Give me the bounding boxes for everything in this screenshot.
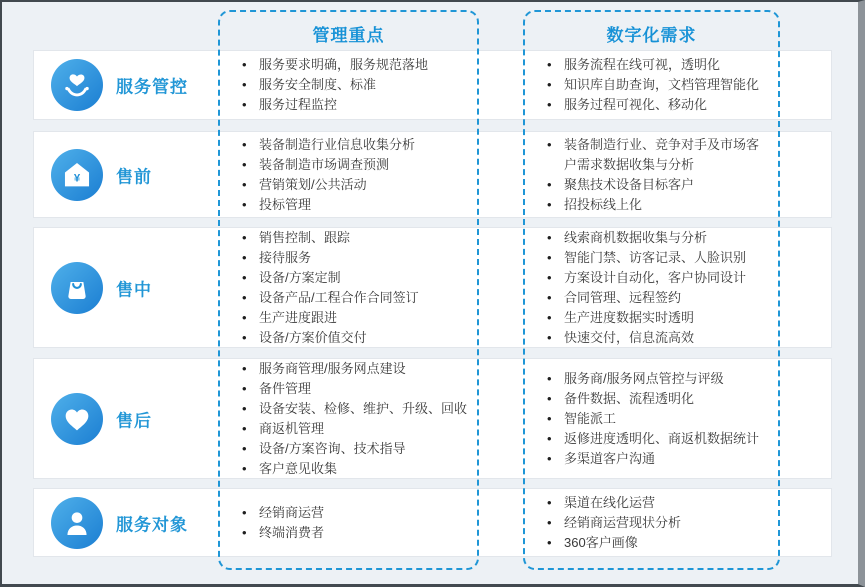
row-card-after-sales — [33, 358, 832, 479]
row-label: 服务对象 — [116, 515, 188, 534]
row-label: 服务管控 — [116, 77, 188, 97]
bullet-item: • 服务要求明确，服务规范落地 — [238, 55, 476, 75]
management-list — [238, 359, 476, 479]
management-list — [238, 135, 476, 215]
row-card-service-targets — [33, 488, 832, 557]
bullet-item: • 渠道在线化运营 — [543, 493, 767, 513]
bullet-item: • 设备/方案价值交付 — [238, 328, 476, 348]
row-label: 售前 — [116, 167, 152, 186]
bullet-item: • 招投标线上化 — [543, 195, 767, 215]
bullet-item: • 服务安全制度、标准 — [238, 75, 476, 95]
bullet-item: • 知识库自助查询，文档管理智能化 — [543, 75, 767, 95]
bullet-item: • 服务过程可视化、移动化 — [543, 95, 767, 115]
bullet-item: • 生产进度跟进 — [238, 308, 476, 328]
bullet-item: • 设备/方案咨询、技术指导 — [238, 439, 476, 459]
row-card-in-sales — [33, 227, 832, 348]
bullet-item: • 服务过程监控 — [238, 95, 476, 115]
bullet-item: • 接待服务 — [238, 248, 476, 268]
bullet-item: • 装备制造行业、竞争对手及市场客户需求数据收集与分析 — [543, 135, 767, 175]
house-yen-icon — [51, 149, 103, 201]
bullet-item: • 合同管理、远程签约 — [543, 288, 767, 308]
bullet-item: • 设备安装、检修、维护、升级、回收 — [238, 399, 476, 419]
bullet-item: • 智能派工 — [543, 409, 767, 429]
bullet-item: • 装备制造行业信息收集分析 — [238, 135, 476, 155]
bullet-item: • 生产进度数据实时透明 — [543, 308, 767, 328]
bullet-item: • 设备产品/工程合作合同签订 — [238, 288, 476, 308]
person-icon — [51, 497, 103, 549]
management-list — [238, 503, 476, 543]
row-label: 售后 — [116, 411, 152, 430]
bullet-item: • 销售控制、跟踪 — [238, 228, 476, 248]
bullet-item: • 服务商管理/服务网点建设 — [238, 359, 476, 379]
management-focus-header: 管理重点 — [312, 26, 385, 45]
bullet-item: • 服务商/服务网点管控与评级 — [543, 369, 767, 389]
bullet-item: • 投标管理 — [238, 195, 476, 215]
bullet-item: • 经销商运营现状分析 — [543, 513, 767, 533]
management-list — [238, 55, 476, 115]
bullet-item: • 客户意见收集 — [238, 459, 476, 479]
bullet-item: • 智能门禁、访客记录、人脸识别 — [543, 248, 767, 268]
bullet-item: • 多渠道客户沟通 — [543, 449, 767, 469]
bullet-item: • 360客户画像 — [543, 533, 767, 553]
management-list — [238, 228, 476, 348]
digital-needs-list — [543, 55, 767, 115]
svg-text:¥: ¥ — [73, 171, 81, 184]
digital-needs-list — [543, 369, 767, 469]
bullet-item: • 备件数据、流程透明化 — [543, 389, 767, 409]
bullet-item: • 备件管理 — [238, 379, 476, 399]
heart-icon — [51, 393, 103, 445]
bullet-item: • 经销商运营 — [238, 503, 476, 523]
bullet-item: • 商返机管理 — [238, 419, 476, 439]
bullet-item: • 线索商机数据收集与分析 — [543, 228, 767, 248]
bullet-item: • 装备制造市场调查预测 — [238, 155, 476, 175]
bullet-item: • 方案设计自动化，客户协同设计 — [543, 268, 767, 288]
digital-needs-list — [543, 135, 767, 215]
digital-needs-list — [543, 493, 767, 553]
row-card-service-control — [33, 50, 832, 120]
bullet-item: • 返修进度透明化、商返机数据统计 — [543, 429, 767, 449]
bullet-item: • 服务流程在线可视，透明化 — [543, 55, 767, 75]
row-card-pre-sales — [33, 131, 832, 218]
bullet-item: • 快速交付，信息流高效 — [543, 328, 767, 348]
shopping-bag-icon — [51, 262, 103, 314]
bullet-item: • 聚焦技术设备目标客户 — [543, 175, 767, 195]
heart-hands-icon — [51, 59, 103, 111]
bullet-item: • 设备/方案定制 — [238, 268, 476, 288]
digital-needs-list — [543, 228, 767, 348]
bullet-item: • 终端消费者 — [238, 523, 476, 543]
bullet-item: • 营销策划/公共活动 — [238, 175, 476, 195]
row-label: 售中 — [116, 280, 152, 299]
digital-needs-header: 数字化需求 — [606, 26, 697, 45]
